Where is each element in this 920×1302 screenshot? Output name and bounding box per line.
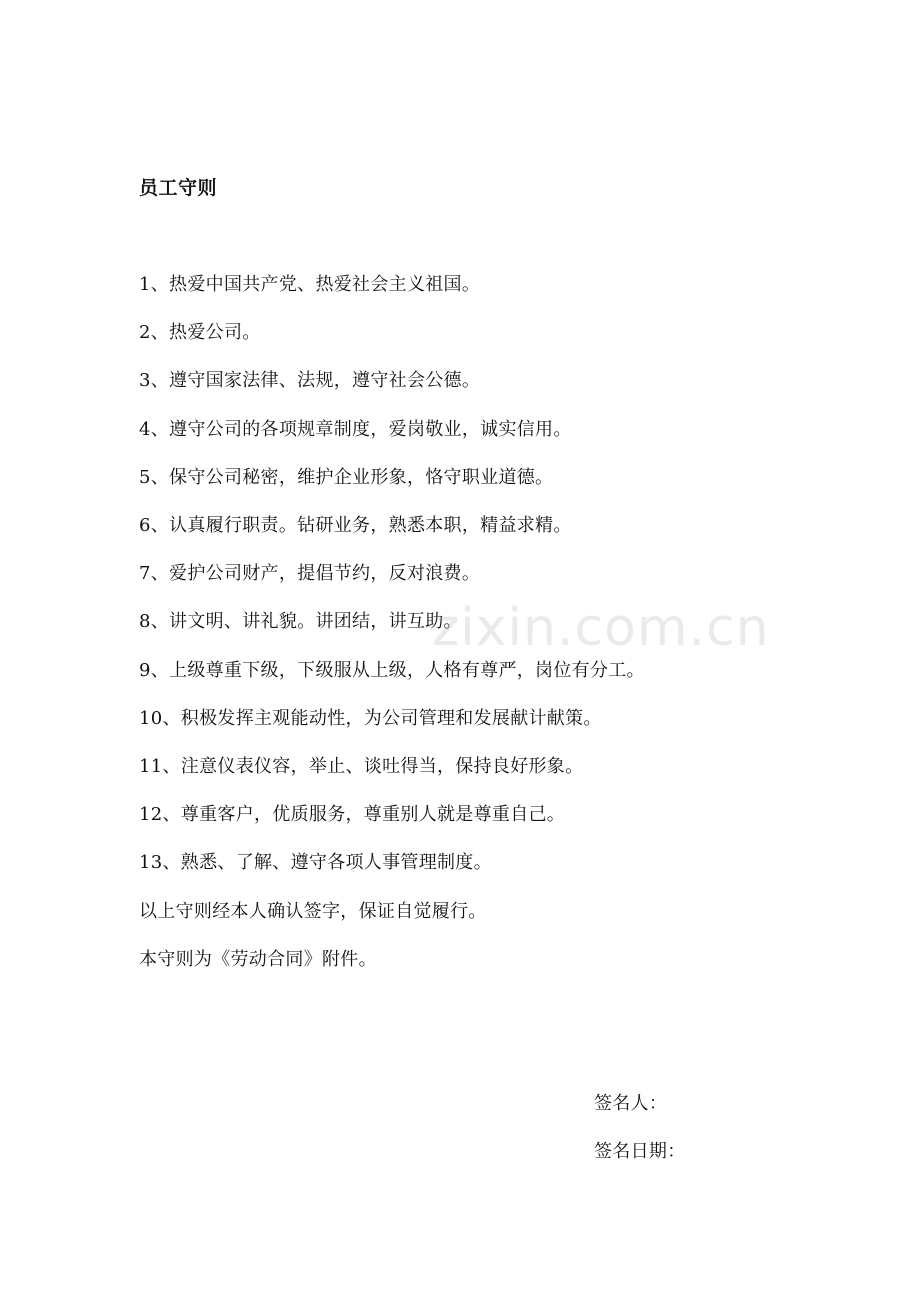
confirmation-statement: 以上守则经本人确认签字，保证自觉履行。	[139, 901, 487, 922]
rule-item: 3、遵守国家法律、法规，遵守社会公德。	[139, 370, 481, 392]
signer-label: 签名人：	[594, 1093, 668, 1114]
rule-item: 9、上级尊重下级，下级服从上级，人格有尊严，岗位有分工。	[139, 659, 645, 681]
rule-item: 12、尊重客户，优质服务，尊重别人就是尊重自己。	[139, 804, 566, 826]
attachment-statement: 本守则为《劳动合同》附件。	[139, 949, 377, 970]
watermark: zixin.com.cn	[432, 598, 770, 658]
rules-list	[139, 268, 645, 894]
rule-item: 1、热爱中国共产党、热爱社会主义祖国。	[139, 274, 481, 295]
closing-statements	[139, 895, 487, 991]
rule-item: 7、爱护公司财产，提倡节约，反对浪费。	[139, 563, 481, 585]
rule-item: 11、注意仪表仪容，举止、谈吐得当，保持良好形象。	[139, 755, 584, 777]
rule-item: 8、讲文明、讲礼貌。讲团结，讲互助。	[139, 611, 462, 633]
rule-item: 4、遵守公司的各项规章制度，爱岗敬业，诚实信用。	[139, 418, 572, 440]
rule-item: 2、热爱公司。	[139, 322, 261, 344]
document-title: 员工守则	[139, 177, 218, 199]
rule-item: 6、认真履行职责。钻研业务，熟悉本职，精益求精。	[139, 514, 572, 536]
signature-block	[594, 1087, 686, 1183]
rule-item: 10、积极发挥主观能动性，为公司管理和发展献计献策。	[139, 707, 602, 729]
rule-item: 13、熟悉、了解、遵守各项人事管理制度。	[139, 852, 492, 874]
signature-date-label: 签名日期：	[594, 1141, 686, 1162]
rule-item: 5、保守公司秘密，维护企业形象，恪守职业道德。	[139, 466, 554, 488]
